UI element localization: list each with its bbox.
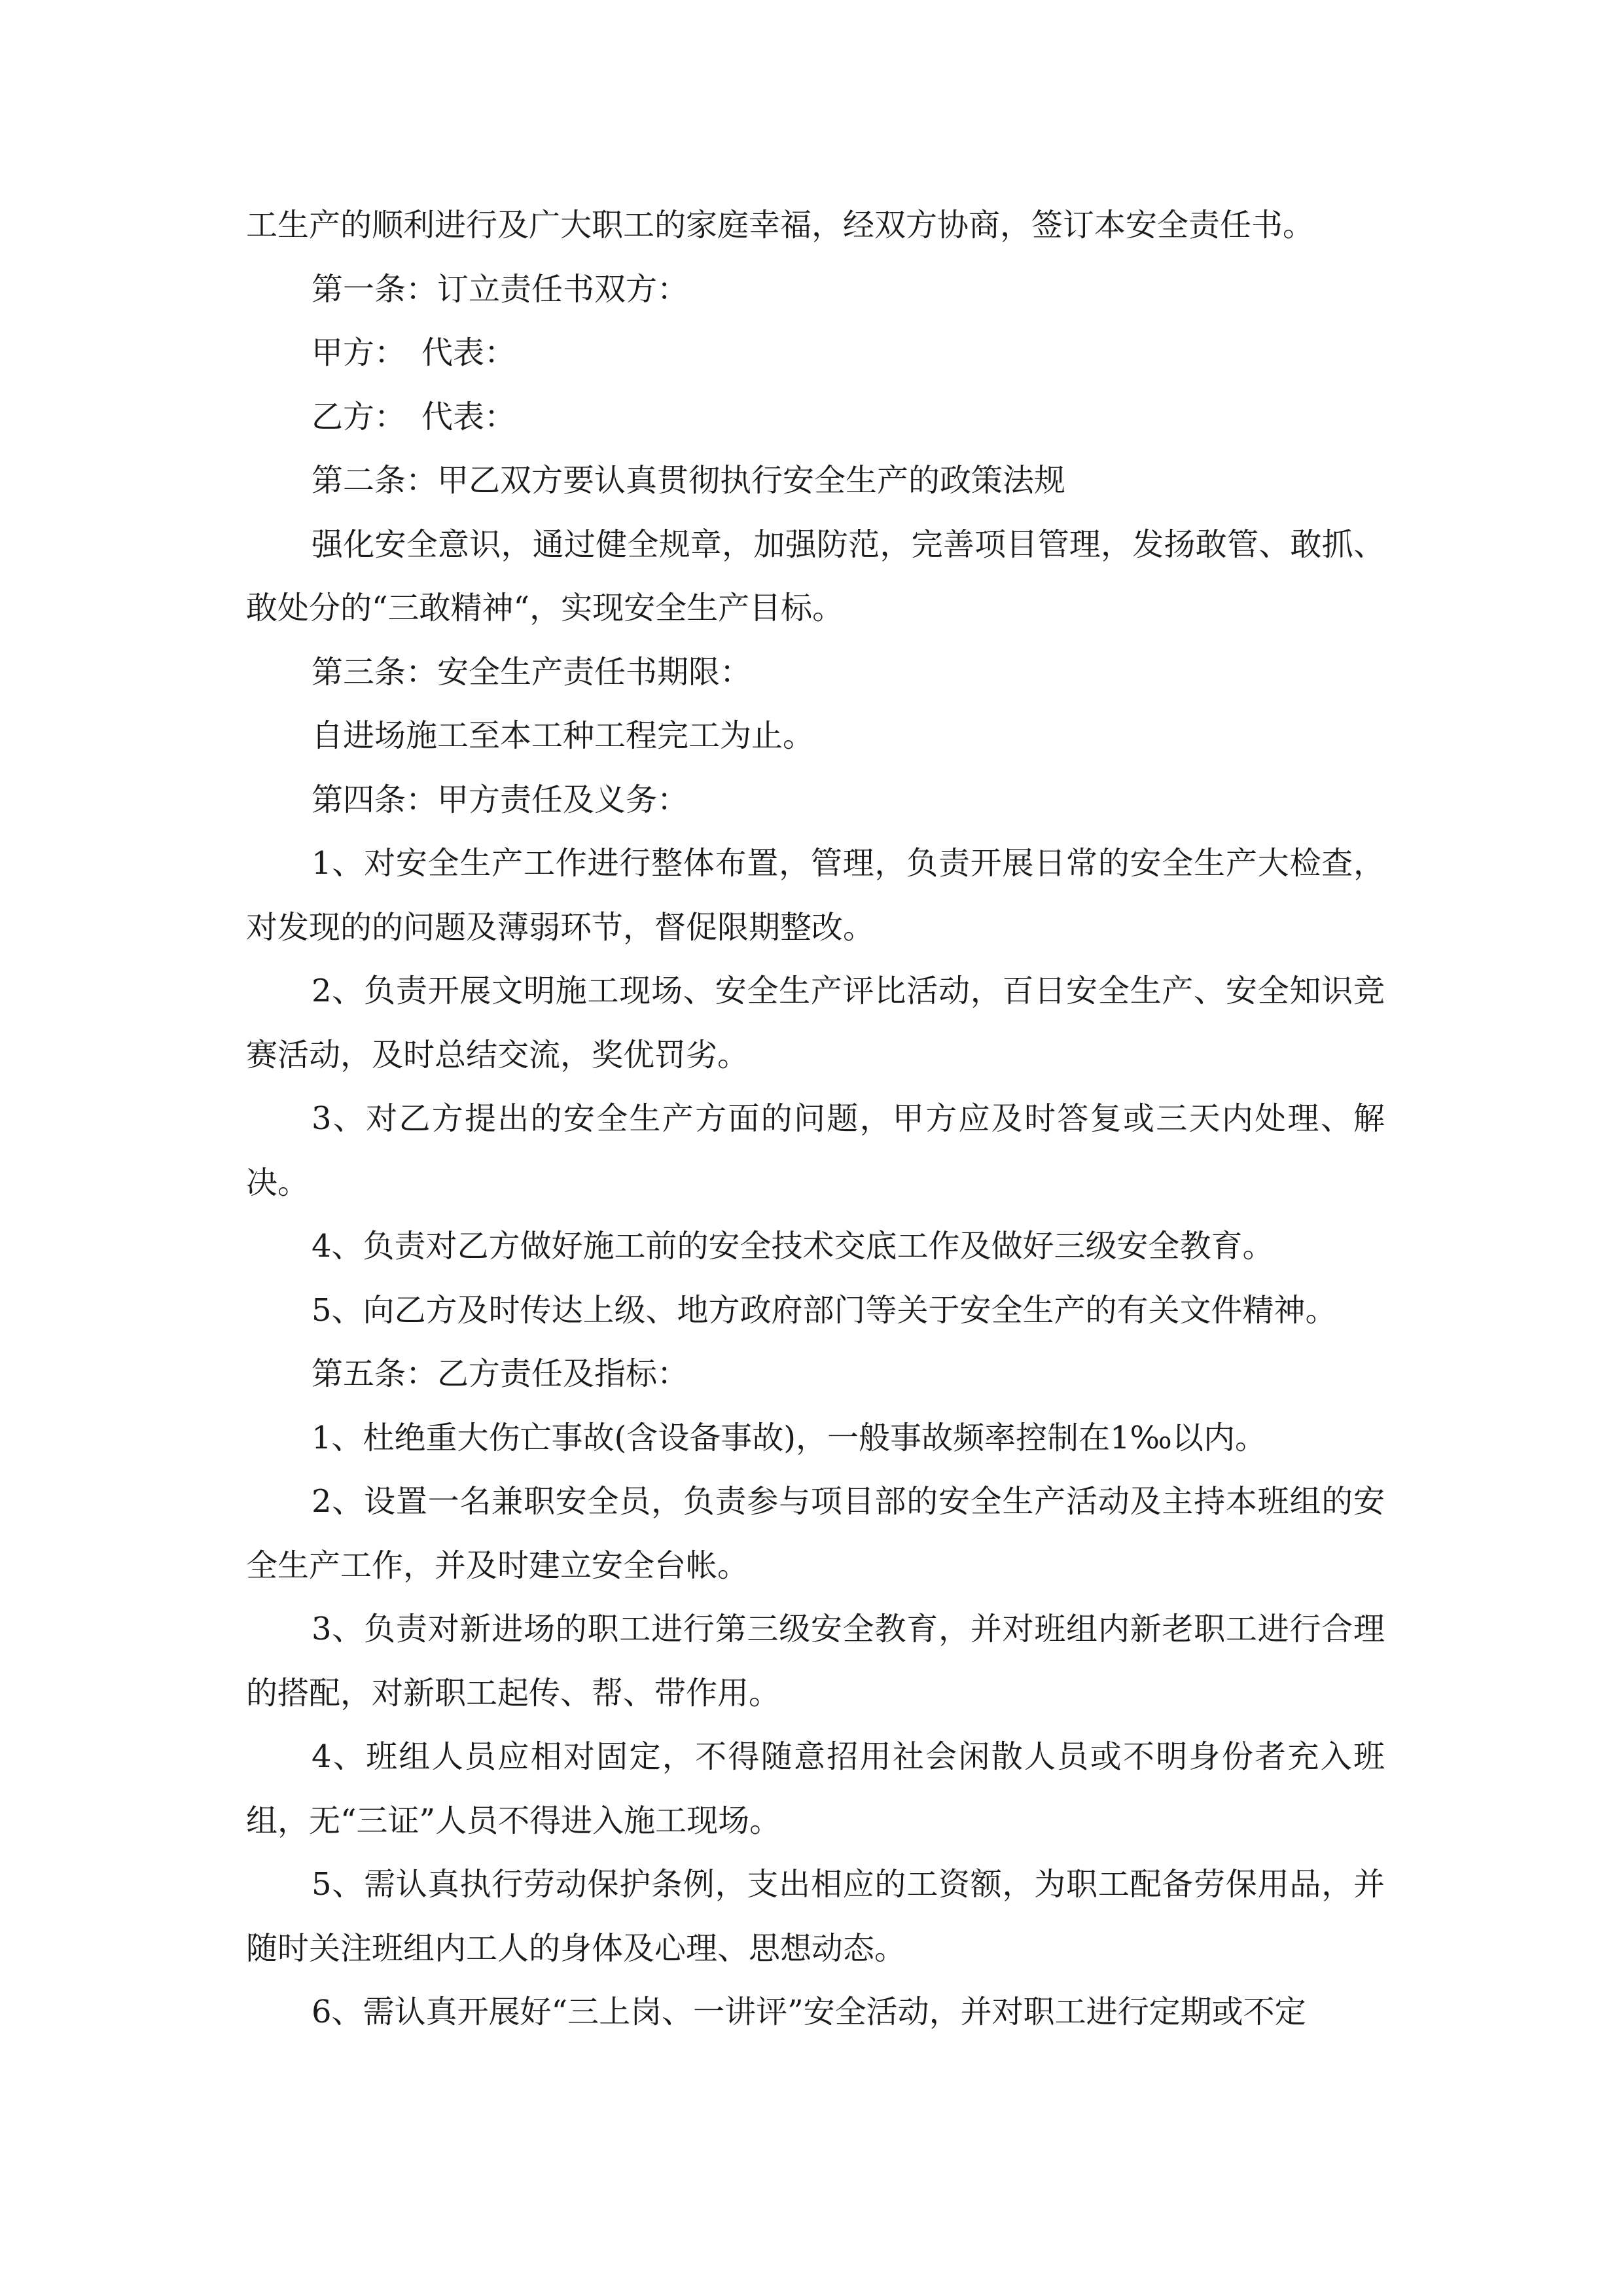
article-4-item-3: 3、对乙方提出的安全生产方面的问题，甲方应及时答复或三天内处理、解决。	[246, 1100, 1385, 1201]
article-1-heading: 第一条：订立责任书双方：	[312, 270, 689, 308]
article-2-body: 强化安全意识，通过健全规章，加强防范，完善项目管理，发扬敢管、敢抓、敢处分的“三敢精神“，实现安全生产目标。	[246, 526, 1385, 626]
article-4-item-1: 1、对安全生产工作进行整体布置，管理，负责开展日常的安全生产大检查，对发现的的问题及薄弱环节，督促限期整改。	[246, 845, 1385, 946]
article-2-heading: 第二条：甲乙双方要认真贯彻执行安全生产的政策法规	[312, 462, 1066, 499]
article-3-body: 自进场施工至本工种工程完工为止。	[312, 717, 815, 754]
article-3-heading: 第三条：安全生产责任书期限：	[312, 653, 752, 691]
article-4-item-4: 4、负责对乙方做好施工前的安全技术交底工作及做好三级安全教育。	[312, 1228, 1274, 1265]
document-body	[246, 194, 1385, 2045]
article-5-item-3: 3、负责对新进场的职工进行第三级安全教育，并对班组内新老职工进行合理的搭配，对新职工起传、帮、带作用。	[246, 1611, 1385, 1712]
paragraph-continuation: 工生产的顺利进行及广大职工的家庭幸福，经双方协商，签订本安全责任书。	[246, 207, 1315, 243]
article-4-item-2: 2、负责开展文明施工现场、安全生产评比活动，百日安全生产、安全知识竞赛活动，及时总结交流，奖优罚劣。	[246, 973, 1385, 1073]
article-5-item-5: 5、需认真执行劳动保护条例，支出相应的工资额，为职工配备劳保用品，并随时关注班组内工人的身体及心理、思想动态。	[246, 1866, 1385, 1967]
article-4-item-5: 5、向乙方及时传达上级、地方政府部门等关于安全生产的有关文件精神。	[312, 1291, 1337, 1329]
article-4-heading: 第四条：甲方责任及义务：	[312, 781, 689, 818]
article-5-item-2: 2、设置一名兼职安全员，负责参与项目部的安全生产活动及主持本班组的安全生产工作，并及时建立安全台帐。	[246, 1483, 1385, 1584]
party-a-line: 甲方： 代表：	[312, 334, 516, 371]
article-5-item-1: 1、杜绝重大伤亡事故(含设备事故)，一般事故频率控制在1‰以内。	[312, 1419, 1266, 1456]
party-b-line: 乙方： 代表：	[312, 398, 516, 435]
article-5-item-4: 4、班组人员应相对固定，不得随意招用社会闲散人员或不明身份者充入班组，无“三证”人员不得进入施工现场。	[246, 1738, 1385, 1839]
article-5-heading: 第五条：乙方责任及指标：	[312, 1355, 689, 1392]
article-5-item-6: 6、需认真开展好“三上岗、一讲评”安全活动，并对职工进行定期或不定	[312, 1994, 1306, 2030]
